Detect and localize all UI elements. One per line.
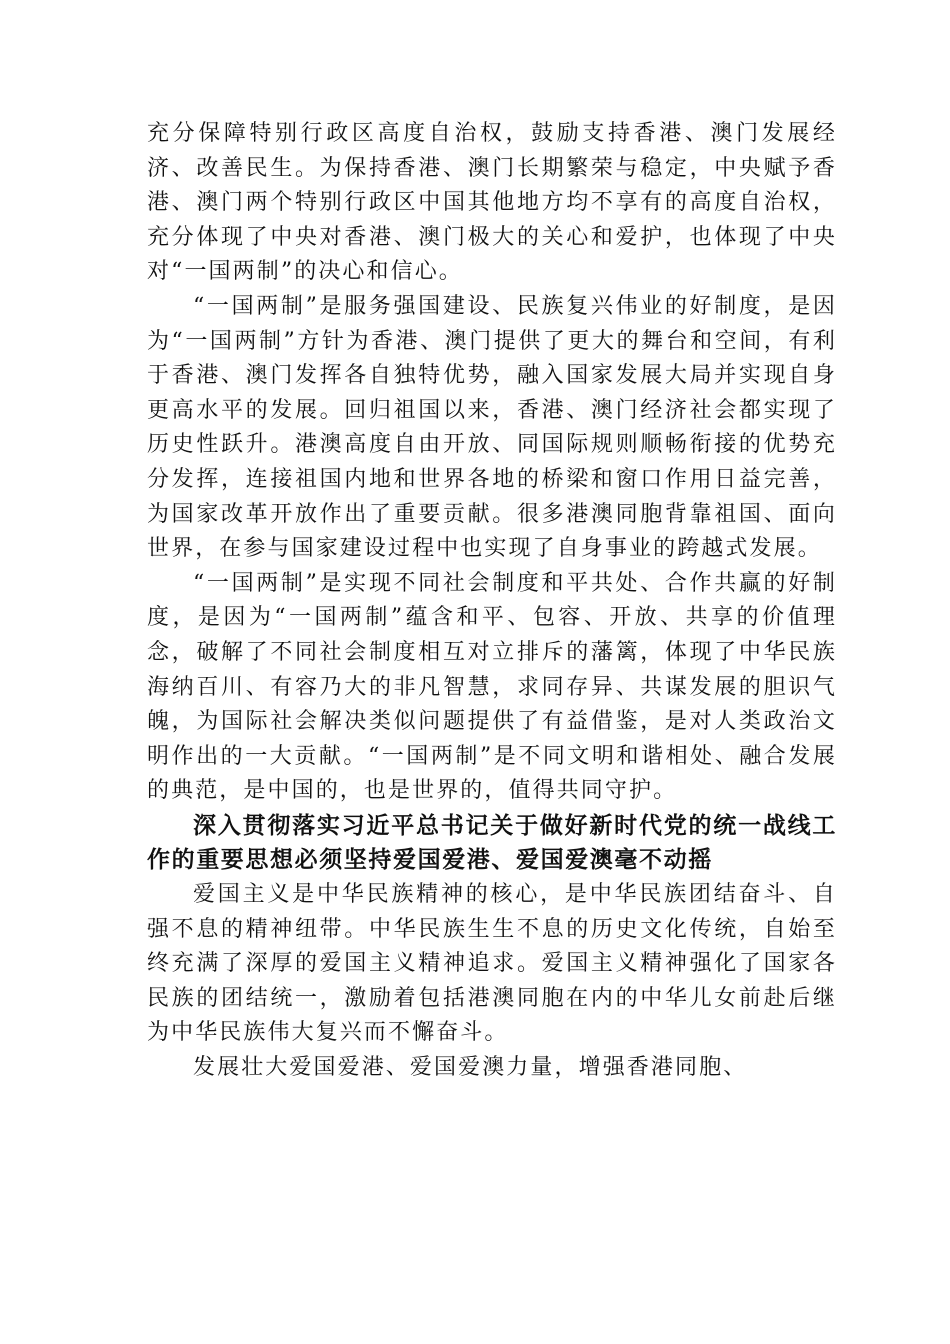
paragraph-patriotic-forces: 发展壮大爱国爱港、爱国爱澳力量，增强香港同胞、 bbox=[193, 1055, 748, 1081]
document-page bbox=[147, 117, 837, 1086]
paragraph-one-country-two-systems-coexistence: “一国两制”是实现不同社会制度和平共处、合作共赢的好制度，是因为“一国两制”蕴含和平、包容、开放、共享的价值理念，破解了不同社会制度相互对立排斥的藩篱，体现了中华民族海纳百川、有容乃大的非凡智慧，求同存异、共谋发展的胆识气魄，为国际社会解决类似问题提供了有益借鉴，是对人类政治文明作出的一大贡献。“一国两制”是不同文明和谐相处、融合发展的典范，是中国的，也是世界的，值得共同守护。 bbox=[147, 570, 837, 804]
paragraph-continuation: 充分保障特别行政区高度自治权，鼓励支持香港、澳门发展经济、改善民生。为保持香港、澳门长期繁荣与稳定，中央赋予香港、澳门两个特别行政区中国其他地方均不享有的高度自治权，充分体现了中央对香港、澳门极大的关心和爱护，也体现了中央对“一国两制”的决心和信心。 bbox=[147, 121, 837, 285]
paragraph-patriotism: 爱国主义是中华民族精神的核心，是中华民族团结奋斗、自强不息的精神纽带。中华民族生生不息的历史文化传统，自始至终充满了深厚的爱国主义精神追求。爱国主义精神强化了国家各民族的团结统一，激励着包括港澳同胞在内的中华儿女前赴后继为中华民族伟大复兴而不懈奋斗。 bbox=[147, 882, 837, 1046]
section-heading: 深入贯彻落实习近平总书记关于做好新时代党的统一战线工作的重要思想必须坚持爱国爱港、爱国爱澳毫不动摇 bbox=[147, 812, 837, 874]
paragraph-one-country-two-systems-strong-nation: “一国两制”是服务强国建设、民族复兴伟业的好制度，是因为“一国两制”方针为香港、澳门提供了更大的舞台和空间，有利于香港、澳门发挥各自独特优势，融入国家发展大局并实现自身更高水平的发展。回归祖国以来，香港、澳门经济社会都实现了历史性跃升。港澳高度自由开放、同国际规则顺畅衔接的优势充分发挥，连接祖国内地和世界各地的桥梁和窗口作用日益完善，为国家改革开放作出了重要贡献。很多港澳同胞背靠祖国、面向世界，在参与国家建设过程中也实现了自身事业的跨越式发展。 bbox=[147, 293, 837, 562]
